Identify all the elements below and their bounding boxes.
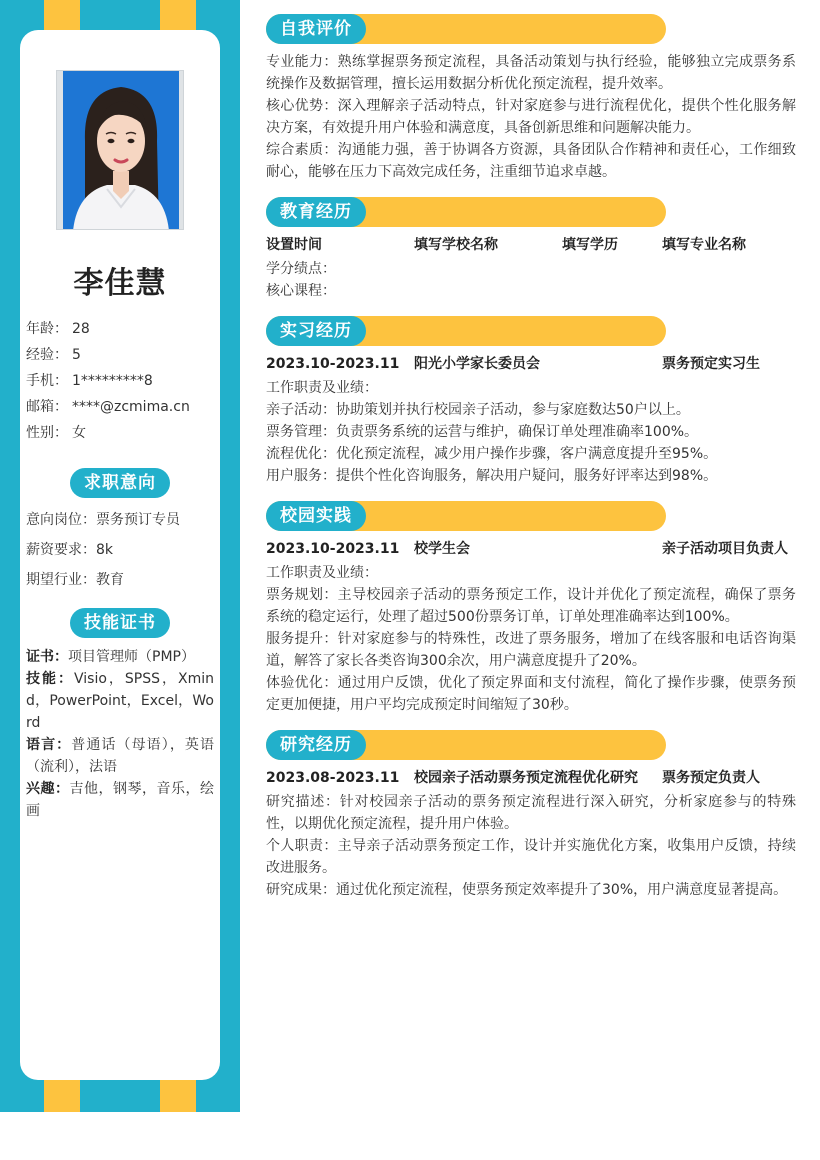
job-intent: [26, 510, 216, 600]
research-p2: 个人职责：主导亲子活动票务预定工作，设计并实施优化方案，收集用户反馈，持续改进服务。: [266, 838, 796, 876]
self-eval-p2: 核心优势：深入理解亲子活动特点，针对家庭参与进行流程优化，提供个性化服务解决方案，有效提升用户体验和满意度，具备创新思维和问题解决能力。: [266, 98, 796, 136]
education-major: 填写专业名称: [662, 237, 746, 253]
internship-duty-label: 工作职责及业绩：: [266, 380, 378, 396]
research-p1: 研究描述：针对校园亲子活动的票务预定流程进行深入研究，分析家庭参与的特殊性，以期优化预定流程，提升用户体验。: [266, 794, 796, 832]
education-degree: 填写学历: [562, 237, 618, 253]
internship-line-4: 用户服务：提供个性化咨询服务，解决用户疑问，服务好评率达到98%。: [266, 468, 718, 484]
research-role: 票务预定负责人: [662, 770, 760, 786]
internship-role: 票务预定实习生: [662, 356, 760, 372]
phone-value: 1*********8: [72, 373, 153, 389]
campus-time: 2023.10-2023.11: [266, 541, 400, 557]
research-time: 2023.08-2023.11: [266, 770, 400, 786]
person-photo-icon: [63, 71, 179, 230]
internship-title: 实习经历: [266, 316, 366, 346]
hobby-label: 兴趣：: [26, 781, 70, 797]
age-label: 年龄：: [26, 321, 68, 337]
language-value: 普通话（母语），英语（流利），法语: [26, 737, 214, 775]
language-item: [26, 734, 214, 778]
hobby-item: [26, 778, 214, 822]
education-gpa: 学分绩点：: [266, 261, 336, 277]
intent-section-title: 求职意向: [70, 468, 170, 498]
hobby-value: 吉他，钢琴，音乐，绘画: [26, 781, 214, 819]
candidate-name: 李佳慧: [73, 266, 167, 301]
internship-line-2: 票务管理：负责票务系统的运营与维护，确保订单处理准确率100%。: [266, 424, 699, 440]
campus-p3: 体验优化：通过用户反馈，优化了预定界面和支付流程，简化了操作步骤，使票务预定更加便捷，用户平均完成预定时间缩短了30秒。: [266, 675, 796, 713]
research-row: [266, 767, 796, 789]
internship-time: 2023.10-2023.11: [266, 356, 400, 372]
profile-card: [20, 30, 220, 1080]
skill-value: Visio，SPSS，Xmind，PowerPoint，Excel，Word: [26, 671, 214, 731]
sidebar: [0, 0, 240, 1112]
research-org: 校园亲子活动票务预定流程优化研究: [414, 770, 638, 786]
experience-label: 经验：: [26, 347, 68, 363]
education-time: 设置时间: [266, 237, 322, 253]
campus-header: [266, 501, 666, 531]
skill-item: [26, 668, 214, 734]
intent-position: 意向岗位：票务预订专员: [26, 512, 180, 528]
language-label: 语言：: [26, 737, 72, 753]
email-label: 邮箱：: [26, 399, 68, 415]
avatar: [56, 70, 184, 230]
campus-row: [266, 538, 796, 560]
experience-row: [26, 346, 216, 372]
skills-section-title: 技能证书: [70, 608, 170, 638]
gender-label: 性别：: [26, 425, 68, 441]
campus-duty-label: 工作职责及业绩：: [266, 565, 378, 581]
self-eval-title: 自我评价: [266, 14, 366, 44]
phone-row: [26, 372, 216, 398]
education-header: [266, 197, 666, 227]
campus-p2: 服务提升：针对家庭参与的特殊性，改进了票务服务，增加了在线客服和电话咨询渠道，解答了家长各类咨询300余次，用户满意度提升了20%。: [266, 631, 796, 669]
research-title: 研究经历: [266, 730, 366, 760]
gender-value: 女: [72, 425, 86, 441]
self-eval-header: [266, 14, 666, 44]
self-eval-p3: 综合素质：沟通能力强，善于协调各方资源，具备团队合作精神和责任心，工作细致耐心，能够在压力下高效完成任务，注重细节追求卓越。: [266, 142, 796, 180]
research-p3: 研究成果：通过优化预定流程，使票务预定效率提升了30%，用户满意度显著提高。: [266, 882, 788, 898]
cert-item: [26, 646, 214, 668]
education-school: 填写学校名称: [414, 237, 498, 253]
campus-title: 校园实践: [266, 501, 366, 531]
internship-header: [266, 316, 666, 346]
gender-row: [26, 424, 216, 450]
internship-org: 阳光小学家长委员会: [414, 356, 540, 372]
age-row: [26, 320, 216, 346]
cert-value: 项目管理师（PMP）: [68, 649, 195, 665]
bottom-stripe-decoration: [0, 1080, 240, 1112]
basic-info: [26, 320, 216, 450]
age-value: 28: [72, 321, 90, 337]
campus-org: 校学生会: [414, 541, 470, 557]
phone-label: 手机：: [26, 373, 68, 389]
email-row: [26, 398, 216, 424]
self-eval-p1: 专业能力：熟练掌握票务预定流程，具备活动策划与执行经验，能够独立完成票务系统操作及数据管理，擅长运用数据分析优化预定流程，提升效率。: [266, 54, 796, 92]
skills-list: [26, 646, 214, 822]
internship-line-1: 亲子活动：协助策划并执行校园亲子活动，参与家庭数达50户以上。: [266, 402, 690, 418]
skill-label: 技能：: [26, 671, 74, 687]
campus-role: 亲子活动项目负责人: [662, 541, 788, 557]
intent-salary: 薪资要求：8k: [26, 542, 114, 558]
education-courses: 核心课程：: [266, 283, 336, 299]
research-header: [266, 730, 666, 760]
experience-value: 5: [72, 347, 81, 363]
cert-label: 证书：: [26, 649, 68, 665]
intent-industry: 期望行业：教育: [26, 572, 124, 588]
internship-row: [266, 353, 796, 375]
top-stripe-decoration: [0, 0, 240, 30]
campus-p1: 票务规划：主导校园亲子活动的票务预定工作，设计并优化了预定流程，确保了票务系统的稳定运行，处理了超过500份票务订单，订单处理准确率达到100%。: [266, 587, 796, 625]
internship-line-3: 流程优化：优化预定流程，减少用户操作步骤，客户满意度提升至95%。: [266, 446, 718, 462]
email-value: ****@zcmima.cn: [72, 399, 190, 415]
education-row: [266, 234, 796, 256]
education-title: 教育经历: [266, 197, 366, 227]
